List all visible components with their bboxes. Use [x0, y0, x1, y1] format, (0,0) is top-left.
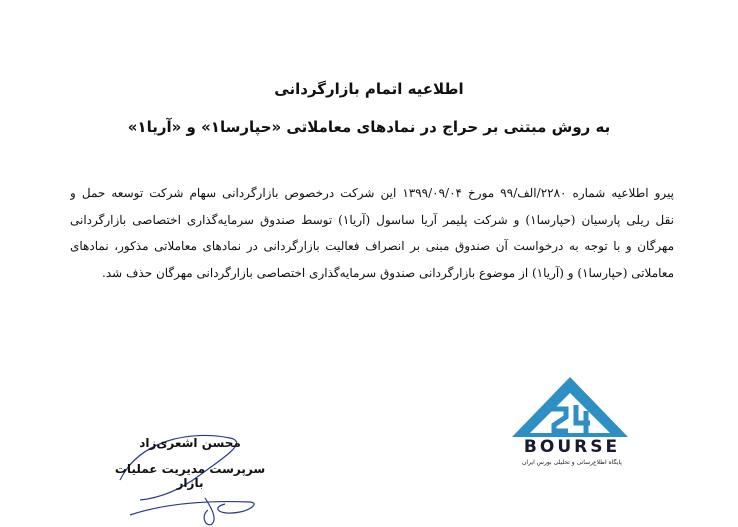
body-line: پیرو اطلاعیه شماره ۲۲۸۰/الف/۹۹ مورخ ۱۳۹۹/۰۹/۰۴ این شرکت درخصوص بازارگردانی سهام شرکت توسعه حمل و: [70, 186, 674, 200]
body-line: نقل ریلی پارسیان (حپارسا۱) و شرکت پلیمر آریا ساسول (آریا۱) توسط صندوق سرمایه‌گذاری اختصاصی بازارگردانی: [70, 212, 674, 227]
bourse-subtitle: پایگاه اطلاع‌رسانی و تحلیلی بورس ایران: [522, 459, 622, 466]
announcement-body: [70, 180, 674, 286]
body-line: مهرگان و با توجه به درخواست آن صندوق مبنی بر انصراف فعالیت بازارگردانی در نمادهای معاملاتی مذکور، نمادهای: [70, 239, 674, 253]
signatory-title: سرپرست مدیریت عملیات بازار: [114, 462, 266, 490]
signature-block: [100, 420, 300, 527]
announcement-title: اطلاعیه اتمام بازارگردانی: [274, 80, 464, 98]
bourse-logo-icon: [510, 375, 630, 437]
signatory-name: محسن اشعری‌زاد: [139, 436, 241, 450]
bourse-logo: [492, 375, 652, 475]
body-line: معاملاتی (حپارسا۱) و (آریا۱) از موضوع بازارگردانی صندوق سرمایه‌گذاری اختصاصی بازارگردانی مهرگان حذف شد.: [102, 265, 674, 280]
bourse-wordmark: BOURSE: [523, 437, 621, 457]
announcement-subtitle: به روش مبتنی بر حراج در نمادهای معاملاتی «حپارسا۱» و «آریا۱»: [127, 118, 611, 136]
